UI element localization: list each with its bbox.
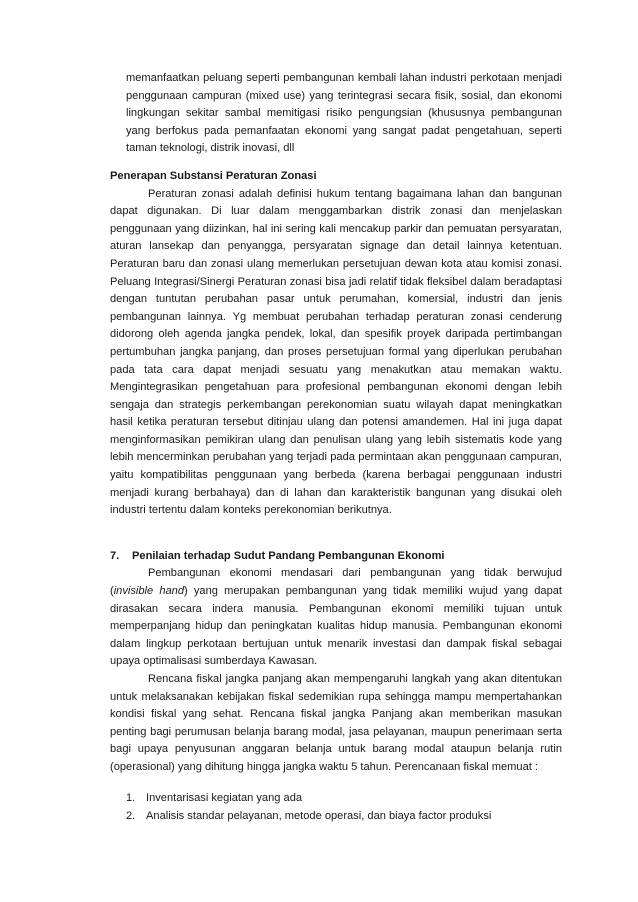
- list-item-text: Inventarisasi kegiatan yang ada: [146, 791, 303, 804]
- section-title: Penilaian terhadap Sudut Pandang Pembangunan Ekonomi: [132, 549, 445, 562]
- list-item-text: Analisis standar pelayanan, metode operasi, dan biaya factor produksi: [146, 810, 492, 823]
- section-heading-7: [110, 548, 562, 566]
- section-7-paragraph-1: [110, 565, 562, 671]
- section-number: 7.: [110, 549, 120, 562]
- para1-before: Pembangunan ekonomi mendasari dari pembangunan yang tidak berwujud (: [110, 567, 562, 598]
- intro-block: [110, 70, 562, 158]
- para1-after: ) yang merupakan pembangunan yang tidak memiliki wujud yang dapat dirasakan secara indera manusia. Pembangunan ekonomi memiliki tujuan untuk memperpanjang hidup dan peningkatan kualitas hidup manusia. Pembangunan ekonomi dalam lingkup perkotaan bertujuan untuk menarik investasi dan dampak fiskal sebagai upaya optimalisasi sumberdaya Kawasan.: [110, 585, 562, 668]
- document-page: [110, 70, 562, 826]
- list-item-number: 2.: [126, 810, 136, 823]
- section-7-paragraph-2: Rencana fiskal jangka panjang akan mempengaruhi langkah yang akan ditentukan untuk melaksanakan kebijakan fiskal sedemikian rupa sehingga mampu mempertahankan kondisi fiskal yang sehat. Rencana fiskal jangka Panjang akan memberikan masukan penting bagi perumusan belanja barang modal, jasa pelayanan, maupun penerimaan serta bagi upaya penyusunan anggaran belanja untuk barang modal ataupun belanja rutin (operasional) yang dihitung hingga jangka waktu 5 tahun. Perencanaan fiskal memuat :: [110, 673, 562, 773]
- perencanaan-list: [110, 789, 562, 826]
- para1-italic: invisible hand: [113, 585, 185, 598]
- zonasi-paragraph: Peraturan zonasi adalah definisi hukum tentang bagaimana lahan dan bangunan dapat digunakan. Di luar dalam menggambarkan distrik zonasi dan menjelaskan penggunaan yang diizinkan, hal ini sering kali mencakup parkir dan pemuatan persyaratan, aturan lansekap dan penyangga, persyaratan signage dan detail lainnya ketentuan. Peraturan baru dan zonasi ulang memerlukan persetujuan dewan kota atau komisi zonasi. Peluang Integrasi/Sinergi Peraturan zonasi bisa jadi relatif tidak fleksibel dalam beradaptasi dengan tuntutan perubahan pasar untuk perumahan, komersial, industri dan jenis pembangunan lainnya. Yg membuat perubahan terhadap peraturan zonasi cenderung didorong oleh agenda jangka pendek, lokal, dan spesifik proyek daripada pertimbangan pertumbuhan jangka panjang, dan proses persetujuan formal yang diperlukan perubahan pada tata cara dapat menjadi sesuatu yang menakutkan atau memakan waktu. Mengintegrasikan pengetahuan para profesional pembangunan ekonomi dengan lebih sengaja dan strategis perkembangan perekonomian suatu wilayah dapat meningkatkan hasil ketika peraturan tersebut ditinjau ulang dan potensi amandemen. Hal ini juga dapat menginformasikan pemikiran ulang dan penulisan ulang yang lebih sistematis kode yang lebih mencerminkan perubahan yang terjadi pada permintaan akan penggunaan campuran, yaitu kompatibilitas penggunaan yang berbeda (karena berbagai penggunaan industri menjadi kurang berbahaya) dan di lahan dan karakteristik bangunan yang disukai oleh industri tertentu dalam konteks perekonomian berikutnya.: [110, 187, 562, 517]
- list-item: [110, 807, 562, 826]
- list-item-number: 1.: [126, 791, 136, 804]
- section-heading-zonasi: Penerapan Substansi Peraturan Zonasi: [110, 169, 317, 182]
- list-item: [110, 789, 562, 808]
- intro-paragraph: memanfaatkan peluang seperti pembangunan kembali lahan industri perkotaan menjadi penggunaan campuran (mixed use) yang terintegrasi secara fisik, sosial, dan ekonomi lingkungan sekitar sambal memitigasi risiko pengungsian (khususnya pembangunan yang berfokus pada pemanfaatan ekonomi yang sangat padat pengetahuan, seperti taman teknologi, distrik inovasi, dll: [126, 72, 562, 155]
